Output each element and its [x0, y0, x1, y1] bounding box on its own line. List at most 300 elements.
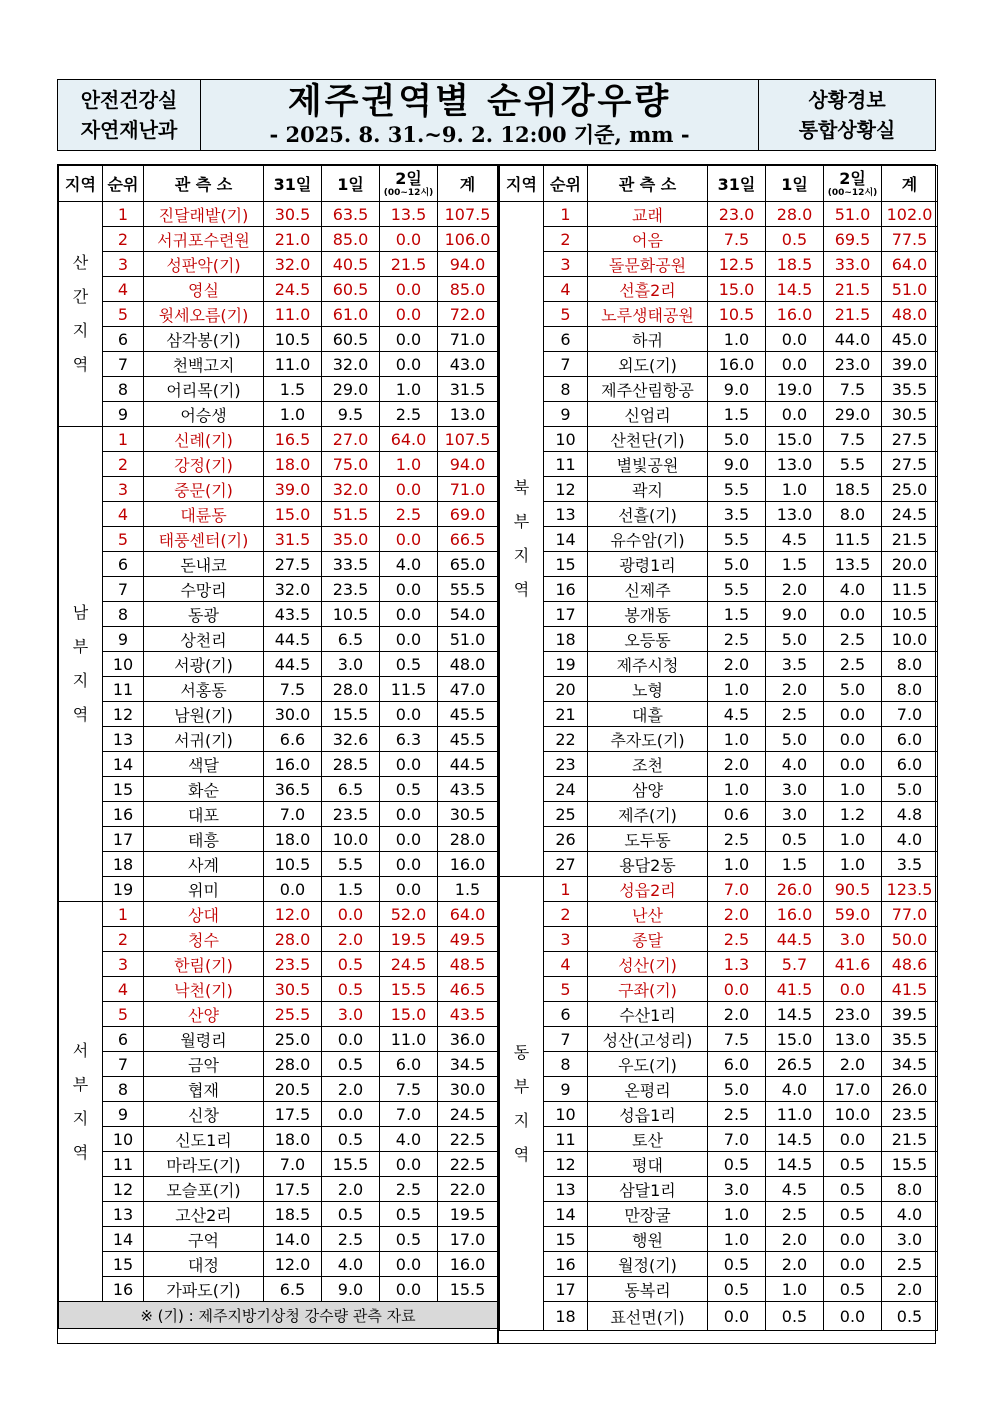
d1-cell: 9.5: [322, 402, 380, 427]
d1-cell: 14.5: [766, 277, 824, 302]
region-char: 지: [72, 321, 89, 340]
total-cell: 48.6: [882, 952, 938, 977]
rank-cell: 4: [103, 502, 144, 527]
station-cell: 동광: [144, 602, 264, 627]
table-row: [59, 552, 498, 577]
region-char: 서: [72, 1040, 89, 1060]
d1-cell: 0.0: [322, 902, 380, 927]
d2-cell: 0.0: [380, 527, 438, 552]
d31-cell: 1.0: [708, 677, 766, 702]
d2-cell: 0.0: [380, 627, 438, 652]
station-cell: 한림(기): [144, 952, 264, 977]
d1-cell: 2.0: [322, 1177, 380, 1202]
station-cell: 제주시청: [588, 652, 708, 677]
rank-cell: 15: [544, 552, 588, 577]
d1-cell: 13.0: [766, 502, 824, 527]
total-cell: 55.5: [438, 577, 498, 602]
d1-cell: 0.0: [766, 352, 824, 377]
station-cell: 신례(기): [144, 427, 264, 452]
table-row: [59, 1102, 498, 1127]
col-d1: 1일: [322, 166, 380, 202]
station-cell: 대정: [144, 1252, 264, 1277]
d1-cell: 1.0: [766, 477, 824, 502]
rank-cell: 11: [544, 452, 588, 477]
department-line1: 안전건강실: [80, 88, 178, 112]
d2-cell: 6.0: [380, 1052, 438, 1077]
d2-cell: 7.0: [380, 1102, 438, 1127]
station-cell: 모슬포(기): [144, 1177, 264, 1202]
rank-cell: 8: [103, 1077, 144, 1102]
d2-cell: 44.0: [824, 327, 882, 352]
total-cell: 41.5: [882, 977, 938, 1002]
table-row: [59, 1277, 498, 1302]
region-char: 부: [513, 512, 530, 531]
d1-cell: 15.5: [322, 1152, 380, 1177]
total-cell: 72.0: [438, 302, 498, 327]
d2-cell: 64.0: [380, 427, 438, 452]
d1-cell: 3.5: [766, 652, 824, 677]
region-char: 산: [72, 253, 89, 272]
station-cell: 난산: [588, 902, 708, 927]
d1-cell: 4.5: [766, 1177, 824, 1202]
total-cell: 43.5: [438, 777, 498, 802]
rank-cell: 14: [544, 527, 588, 552]
total-cell: 24.5: [438, 1102, 498, 1127]
total-cell: 2.5: [882, 1252, 938, 1277]
d2-cell: 4.0: [824, 577, 882, 602]
d1-cell: 0.0: [766, 327, 824, 352]
station-cell: 노루생태공원: [588, 302, 708, 327]
station-cell: 대포: [144, 802, 264, 827]
total-cell: 7.0: [882, 702, 938, 727]
total-cell: 28.0: [438, 827, 498, 852]
table-row: [59, 977, 498, 1002]
d1-cell: 35.0: [322, 527, 380, 552]
d1-cell: 0.5: [322, 977, 380, 1002]
station-cell: 상대: [144, 902, 264, 927]
d31-cell: 17.5: [264, 1177, 322, 1202]
table-row: [59, 777, 498, 802]
col-d2-note: (00~12시): [827, 187, 878, 198]
station-cell: 삼양: [588, 777, 708, 802]
d1-cell: 40.5: [322, 252, 380, 277]
d31-cell: 28.0: [264, 927, 322, 952]
d2-cell: 5.0: [824, 677, 882, 702]
station-cell: 어승생: [144, 402, 264, 427]
rank-cell: 10: [103, 1127, 144, 1152]
table-row: [59, 652, 498, 677]
table-row: [59, 352, 498, 377]
station-cell: 용담2동: [588, 852, 708, 877]
table-header-row: [500, 166, 938, 202]
d1-cell: 0.5: [766, 827, 824, 852]
station-cell: 하귀: [588, 327, 708, 352]
d31-cell: 5.0: [708, 427, 766, 452]
d2-cell: 41.6: [824, 952, 882, 977]
table-row: [500, 577, 938, 602]
d2-cell: 0.5: [380, 1227, 438, 1252]
d31-cell: 3.0: [708, 1177, 766, 1202]
table-row: [500, 1027, 938, 1052]
table-row: [59, 1252, 498, 1277]
rank-cell: 16: [544, 1252, 588, 1277]
d2-cell: 5.5: [824, 452, 882, 477]
table-row: [59, 1052, 498, 1077]
station-cell: 영실: [144, 277, 264, 302]
station-cell: 온평리: [588, 1077, 708, 1102]
rank-cell: 9: [103, 1102, 144, 1127]
d2-cell: 0.0: [824, 977, 882, 1002]
total-cell: 94.0: [438, 452, 498, 477]
region-label: [59, 427, 103, 902]
d1-cell: 14.5: [766, 1002, 824, 1027]
rank-cell: 14: [544, 1202, 588, 1227]
rank-cell: 5: [103, 527, 144, 552]
station-cell: 협재: [144, 1077, 264, 1102]
station-cell: 태풍센터(기): [144, 527, 264, 552]
table-row: [59, 952, 498, 977]
d31-cell: 25.5: [264, 1002, 322, 1027]
total-cell: 44.5: [438, 752, 498, 777]
d2-cell: 6.3: [380, 727, 438, 752]
table-row: [59, 1002, 498, 1027]
station-cell: 중문(기): [144, 477, 264, 502]
total-cell: 107.5: [438, 427, 498, 452]
table-row: [500, 202, 938, 227]
station-cell: 수망리: [144, 577, 264, 602]
d31-cell: 12.5: [708, 252, 766, 277]
rank-cell: 6: [103, 1027, 144, 1052]
total-cell: 49.5: [438, 927, 498, 952]
region-label: [500, 877, 544, 1331]
d31-cell: 1.0: [708, 1227, 766, 1252]
table-row: [500, 302, 938, 327]
d2-cell: 19.5: [380, 927, 438, 952]
total-cell: 3.0: [882, 1227, 938, 1252]
d31-cell: 6.6: [264, 727, 322, 752]
station-cell: 봉개동: [588, 602, 708, 627]
station-cell: 종달: [588, 927, 708, 952]
station-cell: 성판악(기): [144, 252, 264, 277]
total-cell: 22.0: [438, 1177, 498, 1202]
col-station: 관 측 소: [144, 166, 264, 202]
table-row: [59, 377, 498, 402]
d2-cell: 59.0: [824, 902, 882, 927]
station-cell: 고산2리: [144, 1202, 264, 1227]
d2-cell: 18.5: [824, 477, 882, 502]
table-row: [500, 977, 938, 1002]
d2-cell: 21.5: [824, 302, 882, 327]
table-row: [59, 1202, 498, 1227]
station-cell: 성읍2리: [588, 877, 708, 902]
d31-cell: 6.5: [264, 1277, 322, 1302]
table-row: [500, 552, 938, 577]
total-cell: 51.0: [438, 627, 498, 652]
rank-cell: 13: [103, 727, 144, 752]
station-cell: 어리목(기): [144, 377, 264, 402]
d31-cell: 30.0: [264, 702, 322, 727]
total-cell: 4.0: [882, 827, 938, 852]
d2-cell: 0.5: [824, 1277, 882, 1302]
total-cell: 15.5: [882, 1152, 938, 1177]
rank-cell: 5: [103, 302, 144, 327]
d31-cell: 0.5: [708, 1152, 766, 1177]
d1-cell: 5.0: [766, 627, 824, 652]
total-cell: 123.5: [882, 877, 938, 902]
total-cell: 48.5: [438, 952, 498, 977]
d31-cell: 2.0: [708, 752, 766, 777]
region-char: 지: [72, 1108, 89, 1128]
total-cell: 5.0: [882, 777, 938, 802]
d31-cell: 18.0: [264, 452, 322, 477]
d31-cell: 32.0: [264, 577, 322, 602]
d31-cell: 10.5: [708, 302, 766, 327]
d1-cell: 16.0: [766, 902, 824, 927]
station-cell: 어음: [588, 227, 708, 252]
station-cell: 산양: [144, 1002, 264, 1027]
total-cell: 0.5: [882, 1302, 938, 1331]
station-cell: 노형: [588, 677, 708, 702]
rank-cell: 1: [103, 902, 144, 927]
total-cell: 6.0: [882, 752, 938, 777]
d31-cell: 27.5: [264, 552, 322, 577]
d1-cell: 23.5: [322, 577, 380, 602]
rank-cell: 18: [544, 1302, 588, 1331]
d31-cell: 28.0: [264, 1052, 322, 1077]
table-row: [500, 702, 938, 727]
total-cell: 66.5: [438, 527, 498, 552]
total-cell: 10.0: [882, 627, 938, 652]
rainfall-tables: [57, 164, 936, 1344]
rank-cell: 18: [103, 852, 144, 877]
col-d31: 31일: [708, 166, 766, 202]
table-row: [500, 402, 938, 427]
d2-cell: 0.0: [380, 352, 438, 377]
total-cell: 35.5: [882, 377, 938, 402]
rank-cell: 11: [103, 677, 144, 702]
table-row: [500, 802, 938, 827]
station-cell: 산천단(기): [588, 427, 708, 452]
station-cell: 금악: [144, 1052, 264, 1077]
total-cell: 54.0: [438, 602, 498, 627]
table-row: [500, 252, 938, 277]
department-box: [58, 80, 201, 150]
d2-cell: 0.0: [380, 702, 438, 727]
d1-cell: 1.5: [766, 552, 824, 577]
total-cell: 34.5: [438, 1052, 498, 1077]
d2-cell: 4.0: [380, 552, 438, 577]
d1-cell: 2.0: [322, 927, 380, 952]
total-cell: 25.0: [882, 477, 938, 502]
d1-cell: 1.5: [322, 877, 380, 902]
station-cell: 성읍1리: [588, 1102, 708, 1127]
rank-cell: 2: [103, 227, 144, 252]
total-cell: 107.5: [438, 202, 498, 227]
table-row: [500, 952, 938, 977]
table-row: [59, 827, 498, 852]
station-cell: 서귀(기): [144, 727, 264, 752]
table-row: [500, 452, 938, 477]
total-cell: 94.0: [438, 252, 498, 277]
d31-cell: 31.5: [264, 527, 322, 552]
d1-cell: 0.0: [322, 1027, 380, 1052]
d31-cell: 11.0: [264, 352, 322, 377]
table-row: [59, 1227, 498, 1252]
d1-cell: 60.5: [322, 327, 380, 352]
d31-cell: 0.5: [708, 1277, 766, 1302]
table-row: [500, 1052, 938, 1077]
left-rainfall-table: [58, 165, 498, 1329]
table-row: [500, 1152, 938, 1177]
rank-cell: 6: [544, 327, 588, 352]
col-region: 지역: [500, 166, 544, 202]
d2-cell: 11.0: [380, 1027, 438, 1052]
col-station: 관 측 소: [588, 166, 708, 202]
station-cell: 윗세오름(기): [144, 302, 264, 327]
total-cell: 64.0: [438, 902, 498, 927]
station-cell: 행원: [588, 1227, 708, 1252]
total-cell: 39.0: [882, 352, 938, 377]
d2-cell: 23.0: [824, 1002, 882, 1027]
d31-cell: 39.0: [264, 477, 322, 502]
d2-cell: 0.0: [380, 577, 438, 602]
total-cell: 85.0: [438, 277, 498, 302]
station-cell: 평대: [588, 1152, 708, 1177]
d2-cell: 0.0: [380, 1152, 438, 1177]
rank-cell: 4: [103, 277, 144, 302]
station-cell: 삼달1리: [588, 1177, 708, 1202]
table-row: [59, 277, 498, 302]
d1-cell: 2.5: [766, 702, 824, 727]
table-row: [59, 527, 498, 552]
d1-cell: 16.0: [766, 302, 824, 327]
d2-cell: 7.5: [824, 377, 882, 402]
table-row: [59, 627, 498, 652]
d2-cell: 17.0: [824, 1077, 882, 1102]
d31-cell: 1.5: [264, 377, 322, 402]
d2-cell: 0.0: [380, 827, 438, 852]
total-cell: 6.0: [882, 727, 938, 752]
d1-cell: 5.5: [322, 852, 380, 877]
table-row: [59, 702, 498, 727]
table-row: [59, 477, 498, 502]
page-subtitle: - 2025. 8. 31.~9. 2. 12:00 기준, mm -: [269, 122, 690, 147]
table-row: [500, 1077, 938, 1102]
d2-cell: 51.0: [824, 202, 882, 227]
d2-cell: 10.0: [824, 1102, 882, 1127]
station-cell: 위미: [144, 877, 264, 902]
rank-cell: 1: [544, 877, 588, 902]
rank-cell: 2: [103, 452, 144, 477]
table-row: [500, 1252, 938, 1277]
rank-cell: 15: [544, 1227, 588, 1252]
d2-cell: 1.2: [824, 802, 882, 827]
total-cell: 8.0: [882, 1177, 938, 1202]
rank-cell: 10: [103, 652, 144, 677]
table-row: [59, 902, 498, 927]
rank-cell: 5: [103, 1002, 144, 1027]
rank-cell: 9: [103, 627, 144, 652]
d31-cell: 1.5: [708, 602, 766, 627]
table-row: [500, 652, 938, 677]
d31-cell: 0.0: [264, 877, 322, 902]
rank-cell: 12: [544, 1152, 588, 1177]
total-cell: 1.5: [438, 877, 498, 902]
d2-cell: 11.5: [380, 677, 438, 702]
d2-cell: 33.0: [824, 252, 882, 277]
table-row: [59, 1027, 498, 1052]
d2-cell: 0.0: [824, 752, 882, 777]
d31-cell: 18.0: [264, 827, 322, 852]
station-cell: 성산(고성리): [588, 1027, 708, 1052]
d31-cell: 4.5: [708, 702, 766, 727]
d1-cell: 63.5: [322, 202, 380, 227]
total-cell: 30.0: [438, 1077, 498, 1102]
d2-cell: 0.0: [824, 602, 882, 627]
d31-cell: 16.0: [708, 352, 766, 377]
rank-cell: 9: [544, 1077, 588, 1102]
d31-cell: 7.0: [264, 1152, 322, 1177]
station-cell: 별빛공원: [588, 452, 708, 477]
d2-cell: 1.0: [824, 827, 882, 852]
table-row: [500, 677, 938, 702]
table-row: [59, 1152, 498, 1177]
total-cell: 77.0: [882, 902, 938, 927]
station-cell: 우도(기): [588, 1052, 708, 1077]
total-cell: 27.5: [882, 427, 938, 452]
d2-cell: 0.0: [380, 302, 438, 327]
table-row: [500, 1302, 938, 1331]
d31-cell: 5.5: [708, 527, 766, 552]
d1-cell: 4.0: [766, 1077, 824, 1102]
table-row: [500, 327, 938, 352]
total-cell: 35.5: [882, 1027, 938, 1052]
table-row: [500, 927, 938, 952]
d31-cell: 0.6: [708, 802, 766, 827]
rank-cell: 17: [544, 1277, 588, 1302]
total-cell: 34.5: [882, 1052, 938, 1077]
rank-cell: 26: [544, 827, 588, 852]
d31-cell: 5.0: [708, 552, 766, 577]
rank-cell: 9: [103, 402, 144, 427]
d31-cell: 7.0: [708, 1127, 766, 1152]
rank-cell: 10: [544, 427, 588, 452]
d1-cell: 60.5: [322, 277, 380, 302]
col-d1: 1일: [766, 166, 824, 202]
d1-cell: 1.0: [766, 1277, 824, 1302]
d1-cell: 3.0: [766, 777, 824, 802]
total-cell: 4.8: [882, 802, 938, 827]
d2-cell: 0.5: [824, 1202, 882, 1227]
d31-cell: 16.5: [264, 427, 322, 452]
d1-cell: 32.0: [322, 352, 380, 377]
rank-cell: 18: [544, 627, 588, 652]
d1-cell: 0.5: [322, 1052, 380, 1077]
station-cell: 사계: [144, 852, 264, 877]
rank-cell: 17: [103, 827, 144, 852]
d2-cell: 1.0: [824, 777, 882, 802]
d2-cell: 7.5: [380, 1077, 438, 1102]
d31-cell: 30.5: [264, 977, 322, 1002]
d2-cell: 0.0: [824, 1302, 882, 1331]
d2-cell: 0.0: [380, 1277, 438, 1302]
station-cell: 대흘: [588, 702, 708, 727]
d2-cell: 0.0: [824, 1127, 882, 1152]
total-cell: 46.5: [438, 977, 498, 1002]
d31-cell: 1.0: [264, 402, 322, 427]
region-char: 역: [72, 355, 89, 374]
table-row: [59, 502, 498, 527]
